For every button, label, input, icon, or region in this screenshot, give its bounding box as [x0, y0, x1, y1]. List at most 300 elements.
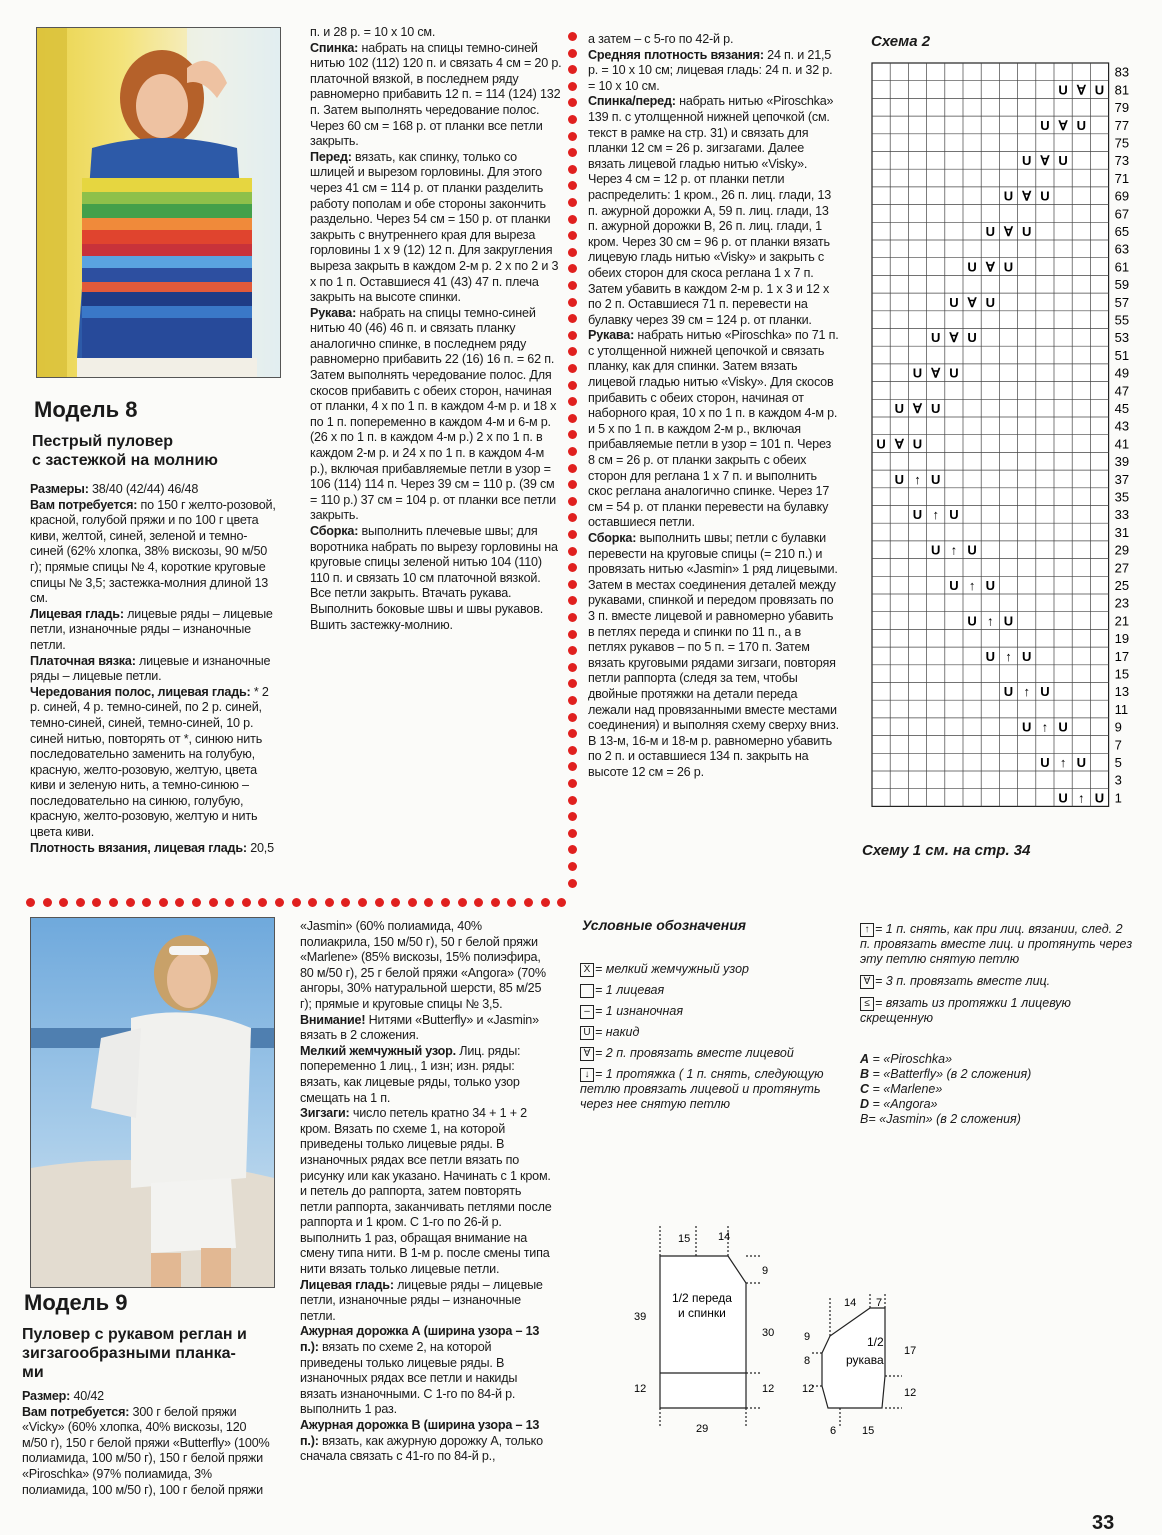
paragraph-heading: Платочная вязка:: [30, 653, 136, 668]
row-label: 25: [1114, 578, 1130, 593]
paragraph-text: п. и 28 р. = 10 х 10 см.: [310, 25, 436, 39]
row-label: 21: [1114, 613, 1130, 629]
red-dot: [26, 898, 35, 907]
sleeve-dim-9: 9: [804, 1331, 811, 1343]
model9-subtitle-line2: зигзагообразными планка-: [22, 1345, 236, 1362]
red-dot: [568, 679, 577, 688]
yarn-over-symbol: U: [931, 330, 941, 346]
legend-item: [860, 922, 1135, 967]
paragraph-text: набрать нитью «Piroschka» по 71 п. с утолщенной нижней цепочкой и связать планку, как для спинки. Затем вязать лицевой гладью нитью «Visky». Для скосов прибавить с обеих сторон, начиная от наборного края, 10 х по 1 п. в каждом 4-м р. и 5 х по 1 п. в каждом 2-м р., включая прибавляемые петли в узор = 101 п. Через 8 см = 26 р. от планки закрыть с обеих сторон для реглана 1 х 7 п. и выполнить скос реглана аналогично спинке. Через 17 см = 54 р. от планки перевести на булавку оставшиеся петли.: [588, 328, 839, 530]
legend-text: = 1 лицевая: [595, 983, 665, 997]
red-dot: [43, 898, 52, 907]
paragraph-text: лицевые ряды – лицевые петли, изнаночные ряды – изнаночные петли.: [30, 606, 273, 652]
two-together-symbol: ∀: [985, 259, 995, 275]
red-dot: [568, 298, 577, 307]
paragraph-heading: Лицевая гладь:: [300, 1277, 394, 1292]
yarn-over-symbol: U: [985, 294, 995, 310]
row-label: 73: [1114, 153, 1130, 169]
red-dot: [225, 898, 234, 907]
yarn-key-name: = «Angora»: [869, 1097, 938, 1111]
red-dot: [568, 381, 577, 390]
red-dot: [568, 513, 577, 522]
yarn-key-name: = «Batterfly» (в 2 сложения): [869, 1067, 1032, 1081]
yarn-key: [860, 1067, 1135, 1082]
red-dot: [568, 613, 577, 622]
double-decrease-up-symbol: ↑: [932, 507, 939, 523]
model9-subtitle-line3: ми: [22, 1364, 44, 1381]
red-dot: [568, 215, 577, 224]
red-dot: [568, 49, 577, 58]
red-dot: [568, 646, 577, 655]
paragraph-text: 20,5: [246, 840, 274, 855]
red-dot: [568, 347, 577, 356]
paragraph-heading: Лицевая гладь:: [30, 606, 124, 621]
paragraph-heading: Ажурная дорожка В (ширина узора – 13 п.):: [300, 1418, 540, 1448]
paragraph-text: вязать по схеме 2, на которой приведены только лицевые ряды. В изнаночных рядах все петли и накиды вязать изнаночными. С 1-го по 84-й р. выполнить 1 раз.: [300, 1340, 518, 1417]
red-dot: [568, 364, 577, 373]
model8-subtitle-line2: с застежкой на молнию: [32, 452, 218, 469]
row-label: 47: [1114, 383, 1130, 399]
model9-text-column-2: [300, 919, 552, 1465]
paragraph-text: вязать, как спинку, только со шлицей и вырезом горловины. Для этого через 41 см = 114 р. от планки разделить работу пополам и обе стороны закончить раздельно. Через 54 см = 150 р. от планки закрыть с внутреннего края для выреза горловины 1 х 9 (12) 12 п. Для закругления выреза закрыть в каждом 2-м р. 2 х по 2 и 3 х по 1 п. Оставшиеся 41 (43) 47 п. плеча закрыть на высоте спинки.: [310, 149, 559, 305]
red-dot: [541, 898, 550, 907]
yarn-over-symbol: U: [985, 578, 995, 593]
page-number: 33: [1092, 1512, 1115, 1534]
sleeve-dim-12-left: 12: [802, 1383, 815, 1395]
paragraph-heading: Внимание!: [300, 1012, 366, 1027]
yarn-over-symbol: U: [1076, 117, 1086, 133]
legend-text: = 3 п. провязать вместе лиц.: [875, 974, 1051, 988]
paragraph: [30, 841, 276, 857]
three-together-symbol: ∀: [894, 436, 904, 452]
red-dot: [568, 314, 577, 323]
paragraph-text: Нитями «Butterfly» и «Jasmin» вязать в 2 сложения.: [300, 1012, 539, 1043]
yarn-over-symbol: U: [1022, 648, 1032, 664]
red-dot: [568, 746, 577, 755]
model8-title: Модель 8: [34, 397, 138, 422]
red-dot: [568, 397, 577, 406]
paragraph-heading: Сборка:: [310, 524, 359, 538]
row-label: 49: [1114, 365, 1130, 381]
yarn-over-symbol: U: [1058, 719, 1068, 735]
red-dot: [275, 898, 284, 907]
row-label: 61: [1114, 259, 1130, 275]
row-label: 69: [1114, 188, 1130, 204]
double-decrease-up-symbol: ↑: [950, 542, 958, 558]
row-label: 7: [1114, 737, 1122, 753]
red-dot: [568, 630, 577, 639]
legend-symbol-icon: ∀: [860, 975, 874, 989]
red-dot: [568, 713, 577, 722]
row-label: 37: [1114, 471, 1130, 487]
red-dot: [568, 762, 577, 771]
legend-left: [580, 962, 840, 1118]
model9-photo-illustration: [31, 918, 274, 1287]
row-label: 57: [1114, 294, 1130, 310]
paragraph: [310, 306, 562, 524]
row-label: 1: [1114, 790, 1122, 806]
paragraph-heading: Чередования полос, лицевая гладь:: [30, 684, 251, 699]
paragraph-heading: Ажурная дорожка А (ширина узора – 13 п.):: [300, 1324, 540, 1355]
paragraph-text: вязать, как ажурную дорожку А, только сначала связать с 41-го по 84-й р.,: [300, 1433, 543, 1464]
red-dot: [568, 198, 577, 207]
row-label: 15: [1114, 666, 1130, 682]
paragraph-text: 38/40 (42/44) 46/48: [88, 482, 199, 496]
double-decrease-up-symbol: ↑: [1059, 755, 1067, 770]
double-decrease-up-symbol: ↑: [987, 613, 994, 629]
sleeve-dim-15: 15: [862, 1425, 875, 1437]
scheme2-title: Схема 2: [871, 33, 931, 50]
paragraph-heading: Средняя плотность вязания:: [588, 47, 764, 62]
three-together-symbol: ∀: [967, 294, 977, 310]
red-dot: [341, 898, 350, 907]
row-label: 71: [1114, 170, 1130, 186]
paragraph: [588, 48, 840, 95]
yarn-over-symbol: U: [1022, 153, 1032, 169]
two-together-symbol: ∀: [949, 330, 959, 346]
yarn-over-symbol: U: [1003, 684, 1014, 700]
row-label: 17: [1114, 648, 1130, 664]
paragraph-heading: Сборка:: [588, 531, 637, 545]
paragraph-text: 40/42: [70, 1389, 104, 1403]
yarn-over-symbol: U: [876, 436, 886, 452]
row-label: 79: [1114, 100, 1130, 116]
row-label: 45: [1114, 401, 1130, 416]
yarn-key: [860, 1052, 1135, 1067]
paragraph-text: набрать на спицы темно-синей нитью 102 (112) 120 п. и связать 4 см = 20 р. платочной вязкой, в последнем ряду равномерно прибавить 12 п. = 114 (124) 132 п. Затем выполнять чередование полос. Через 60 см = 168 р. от планки все петли закрыть.: [310, 40, 562, 149]
row-label: 41: [1114, 436, 1130, 452]
paragraph: [588, 32, 840, 48]
red-dot: [568, 98, 577, 107]
yarn-key-letter: B: [860, 1112, 869, 1126]
row-label: 67: [1114, 206, 1130, 222]
legend-text: = 2 п. провязать вместе лицевой: [595, 1046, 794, 1060]
red-dot: [568, 264, 577, 273]
three-together-symbol: ∀: [1004, 224, 1013, 239]
paragraph: [300, 1013, 552, 1044]
red-dot: [568, 231, 577, 240]
paragraph-heading: Перед:: [310, 149, 352, 164]
red-dot: [507, 898, 516, 907]
row-label: 3: [1114, 772, 1122, 788]
row-label: 19: [1114, 631, 1130, 647]
red-dot: [458, 898, 467, 907]
yarn-over-symbol: U: [931, 471, 941, 487]
paragraph-heading: Мелкий жемчужный узор.: [300, 1043, 456, 1058]
row-label: 65: [1114, 224, 1130, 239]
yarn-over-symbol: U: [1003, 613, 1014, 629]
red-dot: [59, 898, 68, 907]
red-dot: [258, 898, 267, 907]
row-label: 29: [1114, 542, 1130, 558]
paragraph-text: число петель кратно 34 + 1 + 2 кром. Вязать по схеме 1, на которой приведены только лицевые ряды. В изнаночных рядах все петли вязать по рисунку или как указано. Начинать с 1 кром. и петель до раппорта, затем повторять петли раппорта, заканчивать петлями после раппорта и 1 кром. С 1-го по 26-й р. выполнить 1 раз, обращая внимание на смену типа нити. В 1-м р. после смены типа нити вязать только лицевые петли.: [300, 1106, 552, 1277]
yarn-key-name: = «Piroschka»: [869, 1052, 953, 1066]
yarn-over-symbol: U: [1040, 684, 1050, 700]
legend-symbol-icon: X: [580, 963, 594, 977]
row-label: 5: [1114, 755, 1122, 770]
row-label: 59: [1114, 277, 1130, 293]
yarn-key-name: = «Jasmin» (в 2 сложения): [868, 1112, 1021, 1126]
sleeve-label-1: 1/2: [867, 1335, 884, 1349]
row-label: 33: [1114, 507, 1130, 523]
double-decrease-up-symbol: ↑: [914, 471, 921, 487]
red-dot: [175, 898, 184, 907]
red-dot: [568, 563, 577, 572]
red-dot: [568, 414, 577, 423]
paragraph-heading: Спинка:: [310, 40, 359, 55]
paragraph-text: набрать нитью «Piroschka» 139 п. с утолщенной нижней цепочкой (см. текст в рамке на стр. 31) и связать для планки 12 см = 26 р. зигзагами. Далее вязать лицевой гладью нитью «Visky». Через 4 см = 12 р. от планки петли распределить: 1 кром., 26 п. лиц. глади, 13 п. ажурной дорожки А, 59 п. лиц. глади, 13 п. ажурной дорожки В, 26 п. лиц. глади, 1 кром. Через 30 см = 96 р. от планки вязать лицевую гладь нитью «Visky» и закрыть с обеих сторон для скоса реглана 1 х 7 п. Затем убавить в каждом 2-м р. 1 х 3 и 12 х по 2 п. Оставшиеся 71 п. перевести на булавку через 39 см = 124 р. от планки.: [588, 94, 834, 327]
red-dot: [568, 879, 577, 888]
paragraph: [30, 482, 276, 498]
paragraph-text: Лиц. ряды: попеременно 1 лиц., 1 изн; изн. ряды: вязать, как лицевые ряды, только узор смещать на 1 п.: [300, 1043, 521, 1105]
row-label: 77: [1114, 117, 1130, 133]
model9-subtitle-line1: Пуловер с рукавом реглан и: [22, 1326, 247, 1343]
legend-item: [580, 1046, 840, 1061]
scheme1-reference: Схему 1 см. на стр. 34: [862, 842, 1031, 859]
yarn-over-symbol: U: [967, 613, 977, 629]
model9-subtitle: [22, 1325, 247, 1382]
yarn-over-symbol: U: [967, 259, 977, 275]
yarn-over-symbol: U: [912, 365, 923, 381]
legend-item: [860, 974, 1135, 989]
paragraph-text: набрать на спицы темно-синей нитью 40 (46) 46 п. и связать планку аналогично спинке, в последнем ряду равномерно прибавить 22 (16) 16 п. = 62 п. Затем выполнять чередование полос. Для скосов прибавить с обеих сторон, начиная от планки, 4 х по 1 п. в каждом 4-м р. и 18 х по 1 п. попеременно в каждом 4-м и 6-м р. (26 х по 1 п. в каждом 4-м р.) 2 х по 1 п. в каждом 2-м р. и 24 х по 1 п. в каждом 4-м р.), включая прибавляемые петли в узор = 106 (114) 114 п. Через 39 см = 110 р. (39 см = 110 р.) 37 см = 104 р. от планки все петли закрыть.: [310, 305, 557, 523]
legend-symbol-icon: [580, 984, 594, 998]
red-dot: [391, 898, 400, 907]
row-label: 63: [1114, 241, 1130, 257]
legend-symbol-icon: U: [580, 1026, 594, 1040]
three-together-symbol: ∀: [931, 365, 941, 381]
red-dot: [142, 898, 151, 907]
red-dot: [568, 829, 577, 838]
paragraph: [310, 150, 562, 306]
yarn-over-symbol: U: [949, 507, 959, 523]
row-label: 13: [1114, 684, 1130, 700]
legend-text: = 1 п. снять, как при лиц. вязании, след. 2 п. провязать вместе лиц. и протянуть через эту петлю снятую петлю: [860, 922, 1133, 966]
yarn-over-symbol: U: [1003, 259, 1014, 275]
paragraph: [588, 94, 840, 328]
red-dot: [568, 547, 577, 556]
red-dot: [568, 796, 577, 805]
yarn-over-symbol: U: [1040, 755, 1050, 770]
front-label-1: 1/2 переда: [672, 1291, 732, 1305]
sleeve-dim-6: 6: [830, 1425, 837, 1437]
row-label: 31: [1114, 524, 1130, 540]
red-dot: [292, 898, 301, 907]
red-dot: [408, 898, 417, 907]
legend-right: [860, 922, 1135, 1033]
red-dot: [568, 729, 577, 738]
row-label: 11: [1114, 701, 1129, 717]
red-dot: [568, 165, 577, 174]
legend-item: [860, 996, 1135, 1026]
yarn-over-symbol: U: [894, 471, 904, 487]
paragraph: [310, 524, 562, 633]
paragraph-heading: Рукава:: [588, 328, 635, 343]
red-dot: [375, 898, 384, 907]
model9-photo: [30, 917, 275, 1288]
yarn-over-symbol: U: [1040, 117, 1050, 133]
yarn-over-symbol: U: [967, 330, 977, 346]
yarn-key-letter: C: [860, 1082, 870, 1096]
red-dot: [358, 898, 367, 907]
yarn-over-symbol: U: [912, 507, 923, 523]
model8-photo: [36, 27, 281, 378]
paragraph-heading: Плотность вязания, лицевая гладь:: [30, 840, 247, 855]
row-label: 27: [1114, 560, 1130, 576]
row-label: 83: [1114, 64, 1130, 80]
three-together-symbol: ∀: [1076, 82, 1086, 98]
yarn-over-symbol: U: [1040, 188, 1050, 204]
red-dot: [159, 898, 168, 907]
front-label-2: и спинки: [678, 1306, 726, 1320]
paragraph: [30, 498, 276, 607]
double-decrease-up-symbol: ↑: [1005, 648, 1012, 664]
row-label: 9: [1114, 719, 1122, 735]
red-dot: [568, 430, 577, 439]
dim-top-2: 14: [718, 1231, 731, 1243]
paragraph-text: 24 п. и 21,5 р. = 10 х 10 см; лицевая гладь: 24 п. и 32 р. = 10 х 10 см.: [588, 47, 833, 93]
legend-text: = 1 протяжка ( 1 п. снять, следующую петлю провязать лицевой и протянуть через нее снятую петлю: [580, 1067, 824, 1111]
model9-text-column-3: [588, 32, 840, 781]
red-dot: [568, 148, 577, 157]
red-dot: [568, 862, 577, 871]
yarn-over-symbol: U: [1022, 719, 1032, 735]
model8-subtitle: [32, 432, 218, 470]
paragraph-text: лицевые ряды – лицевые петли, изнаночные ряды – изнаночные петли.: [300, 1277, 543, 1323]
yarn-over-symbol: U: [1058, 82, 1068, 98]
red-dot: [568, 447, 577, 456]
paragraph: [300, 1106, 552, 1278]
yarn-over-symbol: U: [931, 542, 941, 558]
paragraph: [300, 1278, 552, 1325]
double-decrease-up-symbol: ↑: [1023, 684, 1030, 700]
red-dot: [568, 779, 577, 788]
paragraph-text: 300 г белой пряжи «Vicky» (60% хлопка, 40% вискозы, 120 м/50 г), 150 г белой пряжи «Butterfly» (100% полиамида, 100 м/50 г), 150 г белой пряжи «Piroschka» (97% полиамида, 3% полиамида, 100 м/50 г), 100 г белой пряжи: [22, 1404, 270, 1497]
legend-symbol-icon: ↓: [580, 1068, 594, 1082]
yarn-over-symbol: U: [967, 542, 977, 558]
model8-photo-illustration: [37, 28, 280, 377]
legend-symbol-icon: ≤: [860, 997, 874, 1011]
paragraph: [310, 25, 562, 41]
paragraph: [300, 1418, 552, 1465]
row-label: 39: [1114, 454, 1130, 470]
red-dot: [568, 132, 577, 141]
paragraph-heading: Рукава:: [310, 305, 357, 320]
front-back-pattern: [660, 1226, 762, 1426]
red-dot: [109, 898, 118, 907]
row-label: 75: [1114, 135, 1130, 151]
red-dot: [568, 663, 577, 672]
model9-title: Модель 9: [24, 1290, 128, 1315]
dim-left-12: 12: [634, 1383, 647, 1395]
sleeve-dim-17: 17: [904, 1345, 917, 1357]
yarn-key-letter: D: [860, 1097, 870, 1111]
red-dot: [474, 898, 483, 907]
yarn-over-symbol: U: [985, 648, 995, 664]
row-label: 53: [1114, 330, 1130, 346]
yarn-key-letter: A: [860, 1052, 870, 1066]
model9-text-column-1: [22, 1389, 272, 1498]
row-label: 43: [1114, 418, 1130, 434]
red-dot: [568, 696, 577, 705]
paragraph-heading: Зигзаги:: [300, 1106, 350, 1121]
three-together-symbol: ∀: [1040, 153, 1050, 169]
legend-symbol-icon: ↑: [860, 923, 874, 937]
paragraph-text: выполнить плечевые швы; для воротника набрать по вырезу горловины на круговые спицы зеленой нитью 104 (110) 110 п. и связать 10 см платочной вязкой. Все петли закрыть. Втачать рукава. Выполнить боковые швы и швы рукавов. Вшить застежку-молнию.: [310, 524, 558, 632]
double-decrease-up-symbol: ↑: [1078, 790, 1085, 806]
yarn-over-symbol: U: [894, 401, 904, 416]
red-dot: [568, 281, 577, 290]
paragraph: [30, 654, 276, 685]
sleeve-dim-14: 14: [844, 1297, 857, 1309]
red-dot: [568, 65, 577, 74]
red-dot: [491, 898, 500, 907]
yarn-over-symbol: U: [1076, 755, 1086, 770]
paragraph: [300, 1324, 552, 1418]
paragraph-text: по 150 г желто-розовой, красной, голубой пряжи и по 100 г цвета киви, желтой, синей, зеленой и темно-синей (62% хлопка, 38% вискозы, 90 м/50 г); прямые спицы № 4, короткие круговые спицы № 3,5; застежка-молния длиной 13 см.: [30, 497, 276, 606]
paragraph-text: а затем – с 5-го по 42-й р.: [588, 32, 734, 46]
legend-item: [580, 1025, 840, 1040]
pattern-diagram: [612, 1218, 932, 1448]
yarn-over-symbol: U: [1058, 790, 1068, 806]
red-dot: [424, 898, 433, 907]
yarn-over-symbol: U: [949, 578, 959, 593]
row-label: 51: [1114, 347, 1130, 363]
red-dot: [524, 898, 533, 907]
paragraph-heading: Спинка/перед:: [588, 94, 676, 109]
yarn-key: [860, 1097, 1135, 1112]
double-decrease-up-symbol: ↑: [968, 578, 976, 593]
red-dot: [325, 898, 334, 907]
paragraph-heading: Вам потребуется:: [22, 1404, 130, 1419]
yarn-key-letter: B: [860, 1067, 870, 1081]
paragraph-text: «Jasmin» (60% полиамида, 40% полиакрила, 150 м/50 г), 50 г белой пряжи «Marlene» (85% вискозы, 15% полиэфира, 80 м/50 г), 25 г белой пряжи «Angora» (70% ангоры, 30% натуральной шерсти, 85 м/25 г); прямые и круговые спицы № 3,5.: [300, 919, 546, 1011]
model8-subtitle-line1: Пестрый пуловер: [32, 433, 174, 450]
red-dot: [568, 480, 577, 489]
red-dot: [441, 898, 450, 907]
dim-right-12: 12: [762, 1383, 775, 1395]
legend-item: [580, 962, 840, 977]
row-label: 35: [1114, 489, 1130, 505]
red-dot: [568, 812, 577, 821]
paragraph-heading: Вам потребуется:: [30, 497, 138, 512]
yarn-over-symbol: U: [912, 436, 923, 452]
paragraph: [30, 685, 276, 841]
legend-symbol-icon: ∀: [580, 1047, 594, 1061]
two-together-symbol: ∀: [1022, 188, 1032, 204]
red-dot: [209, 898, 218, 907]
legend-item: [580, 983, 840, 998]
yarn-over-symbol: U: [949, 365, 959, 381]
legend-text: = вязать из протяжки 1 лицевую скрещенную: [860, 996, 1071, 1025]
model8-text-column-2: [310, 25, 562, 633]
yarn-over-symbol: U: [1003, 188, 1014, 204]
scheme2-chart: [862, 55, 1132, 815]
paragraph-heading: Размер:: [22, 1389, 71, 1403]
yarn-over-symbol: U: [949, 294, 959, 310]
model8-text-column-1: [30, 482, 276, 856]
two-together-symbol: ∀: [1058, 117, 1068, 133]
legend-item: [580, 1004, 840, 1019]
paragraph: [30, 607, 276, 654]
paragraph-text: выполнить швы; петли с булавки перевести на круговые спицы (= 210 п.) и провязать нитью «Jasmin» 1 ряд лицевыми. Затем в местах соединения деталей между рукавами, спинкой и передом провязать по 3 п. вместе лицевой и равномерно убавить в петлях переда и спинки по 11 п., а в петлях рукавов – по 5 п. = 170 п. Затем вязать круговыми рядами зигзаги, повторяя петли раппорта (следя за тем, чтобы двойные протяжки на детали переда лежали над провязанными вместе местами соединения) и выполняя схему сверху вниз. В 13-м, 16-м и 18-м р. равномерно убавить по 2 п. и оставшиеся 134 п. закрыть на высоте 12 см = 26 р.: [588, 531, 839, 779]
red-dot: [126, 898, 135, 907]
paragraph: [22, 1405, 272, 1499]
row-label: 23: [1114, 595, 1130, 611]
red-dot: [568, 32, 577, 41]
red-dot: [568, 464, 577, 473]
red-dot: [568, 530, 577, 539]
